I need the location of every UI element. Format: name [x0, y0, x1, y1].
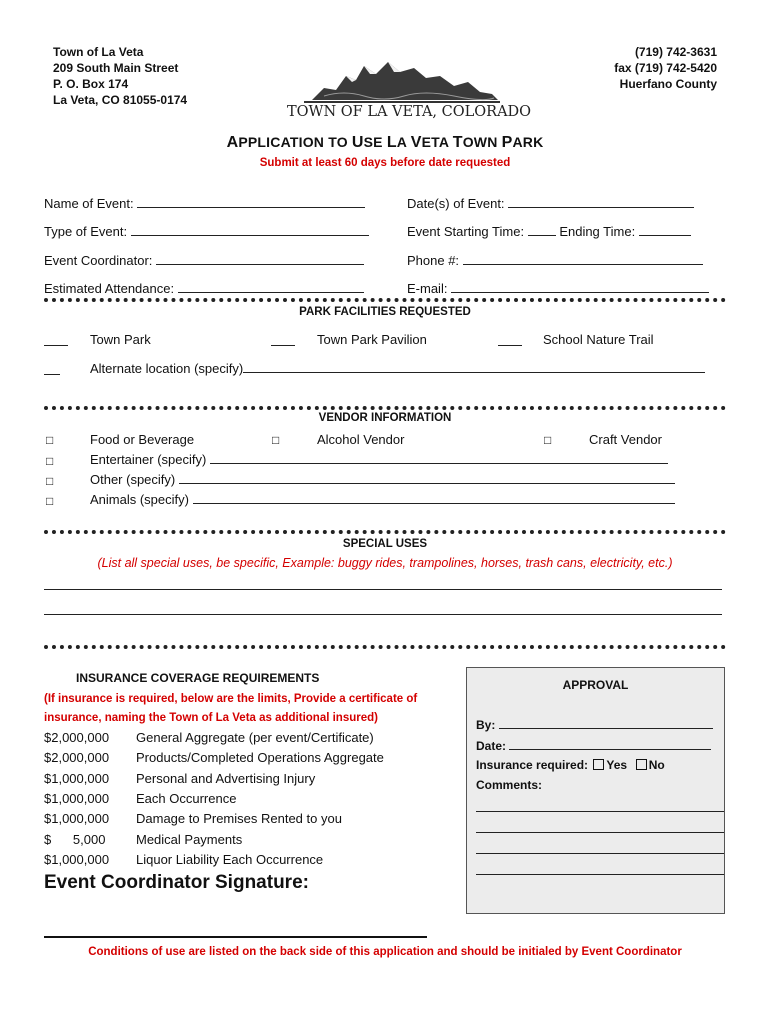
field-label: Ending Time:	[559, 224, 636, 239]
input-line[interactable]	[243, 361, 705, 373]
insurance-amount: $ 5,000	[44, 832, 106, 847]
title-part: A	[396, 134, 411, 150]
animals-checkbox[interactable]: □	[46, 494, 54, 508]
type-of-event-field[interactable]	[44, 224, 369, 240]
entertainer-checkbox[interactable]: □	[46, 454, 54, 468]
field-label: Type of Event:	[44, 224, 128, 239]
title-part: P	[501, 134, 513, 151]
phone-field[interactable]	[407, 253, 703, 269]
insurance-label: Liquor Liability Each Occurrence	[136, 852, 324, 867]
phone-number: (719) 742-3631	[634, 45, 717, 59]
insurance-row	[44, 730, 374, 746]
craft-label: Craft Vendor	[589, 432, 662, 447]
insurance-note	[44, 690, 417, 728]
nature-trail-label: School Nature Trail	[543, 332, 654, 347]
input-line[interactable]	[508, 196, 694, 208]
insurance-row	[44, 750, 384, 766]
park-facilities-heading: PARK FACILITIES REQUESTED	[299, 306, 471, 318]
field-label: Alternate location (specify)	[90, 361, 244, 376]
section-divider	[44, 406, 726, 410]
insurance-note-line: (If insurance is required, below are the limits, Provide a certificate of	[44, 693, 418, 705]
alternate-check-line[interactable]	[44, 363, 60, 375]
field-label: Phone #:	[407, 253, 460, 268]
field-label: Event Coordinator:	[44, 253, 153, 268]
title-part: T	[452, 134, 463, 151]
alcohol-label: Alcohol Vendor	[317, 432, 405, 447]
input-line[interactable]	[137, 196, 365, 208]
input-line[interactable]	[509, 738, 711, 750]
signature-line[interactable]	[44, 936, 427, 938]
input-line[interactable]	[178, 281, 364, 293]
town-contact-block	[614, 44, 717, 92]
field-label: Other (specify)	[90, 472, 176, 487]
insurance-amount: $1,000,000	[44, 791, 110, 806]
address-line: P. O. Box 174	[53, 77, 129, 91]
input-line[interactable]	[499, 717, 713, 729]
nature-trail-check-line[interactable]	[498, 334, 522, 346]
food-label: Food or Beverage	[90, 432, 195, 447]
insurance-amount: $1,000,000	[44, 771, 110, 786]
insurance-note-line: insurance, naming the Town of La Veta as additional insured)	[44, 712, 378, 724]
other-checkbox[interactable]: □	[46, 474, 54, 488]
input-line[interactable]	[451, 281, 709, 293]
page-title	[0, 134, 770, 152]
input-line[interactable]	[179, 472, 675, 484]
section-divider	[44, 645, 726, 649]
event-coordinator-field[interactable]	[44, 253, 364, 269]
comments-line[interactable]	[476, 832, 724, 833]
field-label: Animals (specify)	[90, 492, 189, 507]
address-line: Town of La Veta	[53, 45, 144, 59]
alternate-location-field[interactable]	[90, 361, 705, 377]
yes-checkbox[interactable]	[593, 759, 604, 770]
other-field[interactable]	[90, 472, 675, 488]
county-name: Huerfano County	[619, 77, 717, 91]
title-part: SE	[363, 134, 387, 150]
town-park-label: Town Park	[90, 332, 151, 347]
pavilion-label: Town Park Pavilion	[317, 332, 427, 347]
estimated-attendance-field[interactable]	[44, 281, 364, 297]
town-park-check-line[interactable]	[44, 334, 68, 346]
comments-line[interactable]	[476, 853, 724, 854]
input-line[interactable]	[463, 253, 703, 265]
approval-by-field[interactable]	[476, 717, 713, 732]
field-label: Date(s) of Event:	[407, 196, 505, 211]
input-line[interactable]	[193, 492, 675, 504]
insurance-amount: $1,000,000	[44, 852, 110, 867]
title-part: ARK	[512, 134, 544, 150]
field-label: Insurance required:	[476, 758, 589, 772]
dates-of-event-field[interactable]	[407, 196, 694, 212]
town-name-wordmark: TOWN OF LA VETA, COLORADO	[287, 104, 532, 120]
field-label: Estimated Attendance:	[44, 281, 175, 296]
submission-deadline-note: Submit at least 60 days before date requested	[259, 157, 511, 169]
title-part: A	[226, 134, 239, 151]
animals-field[interactable]	[90, 492, 675, 508]
field-label: Entertainer (specify)	[90, 452, 207, 467]
approval-box	[466, 667, 725, 914]
input-line[interactable]	[131, 224, 369, 236]
title-part: L	[386, 134, 397, 151]
signature-label: Event Coordinator Signature:	[44, 872, 309, 893]
alcohol-checkbox[interactable]: □	[272, 433, 280, 447]
vendor-information-heading: VENDOR INFORMATION	[318, 412, 452, 424]
section-divider	[44, 530, 726, 534]
field-label: Name of Event:	[44, 196, 134, 211]
special-uses-line[interactable]	[44, 589, 722, 590]
insurance-label: General Aggregate (per event/Certificate)	[136, 730, 374, 745]
comments-line[interactable]	[476, 874, 724, 875]
special-uses-instructions: (List all special uses, be specific, Example: buggy rides, trampolines, horses, trash cans, electricity, etc.)	[97, 556, 673, 570]
special-uses-line[interactable]	[44, 614, 722, 615]
field-label: Date:	[476, 739, 507, 753]
title-part: U	[351, 134, 364, 151]
event-times-field[interactable]	[407, 224, 691, 240]
address-line: 209 South Main Street	[53, 61, 179, 75]
insurance-amount: $2,000,000	[44, 750, 110, 765]
title-part: PPLICATION TO	[238, 134, 352, 150]
no-label: No	[648, 758, 665, 772]
conditions-footer: Conditions of use are listed on the back side of this application and should be initialed by Event Coordinator	[88, 946, 682, 958]
insurance-label: Products/Completed Operations Aggregate	[136, 750, 384, 765]
field-label: By:	[476, 718, 496, 732]
food-checkbox[interactable]: □	[46, 433, 54, 447]
pavilion-check-line[interactable]	[271, 334, 295, 346]
insurance-row	[44, 791, 236, 807]
field-label: Event Starting Time:	[407, 224, 525, 239]
end-time-line[interactable]	[639, 224, 691, 236]
craft-checkbox[interactable]: □	[544, 433, 552, 447]
field-label: E-mail:	[407, 281, 448, 296]
town-address-block	[53, 44, 187, 108]
special-uses-heading: SPECIAL USES	[342, 538, 428, 550]
input-line[interactable]	[210, 452, 668, 464]
yes-label: Yes	[606, 758, 628, 772]
insurance-label: Personal and Advertising Injury	[136, 771, 316, 786]
fax-number: fax (719) 742-5420	[614, 61, 717, 75]
insurance-amount: $1,000,000	[44, 811, 110, 826]
insurance-label: Damage to Premises Rented to you	[136, 811, 342, 826]
no-checkbox[interactable]	[636, 759, 647, 770]
insurance-label: Each Occurrence	[136, 791, 237, 806]
insurance-row	[44, 811, 342, 827]
title-part: V	[410, 134, 422, 151]
insurance-row	[44, 852, 323, 868]
title-part: ETA	[421, 134, 453, 150]
approval-heading: APPROVAL	[562, 678, 629, 692]
start-time-line[interactable]	[528, 224, 556, 236]
section-divider	[44, 298, 726, 302]
insurance-row	[44, 832, 242, 848]
insurance-heading: INSURANCE COVERAGE REQUIREMENTS	[76, 671, 320, 685]
input-line[interactable]	[156, 253, 364, 265]
insurance-amount: $2,000,000	[44, 730, 110, 745]
title-part: OWN	[462, 134, 502, 150]
name-of-event-field[interactable]	[44, 196, 365, 212]
address-line: La Veta, CO 81055-0174	[53, 93, 188, 107]
email-field[interactable]	[407, 281, 709, 297]
insurance-row	[44, 771, 315, 787]
insurance-label: Medical Payments	[136, 832, 243, 847]
comments-label: Comments:	[476, 778, 543, 792]
entertainer-field[interactable]	[90, 452, 668, 468]
comments-line[interactable]	[476, 811, 724, 812]
insurance-required-field	[476, 758, 665, 772]
approval-date-field[interactable]	[476, 738, 711, 753]
